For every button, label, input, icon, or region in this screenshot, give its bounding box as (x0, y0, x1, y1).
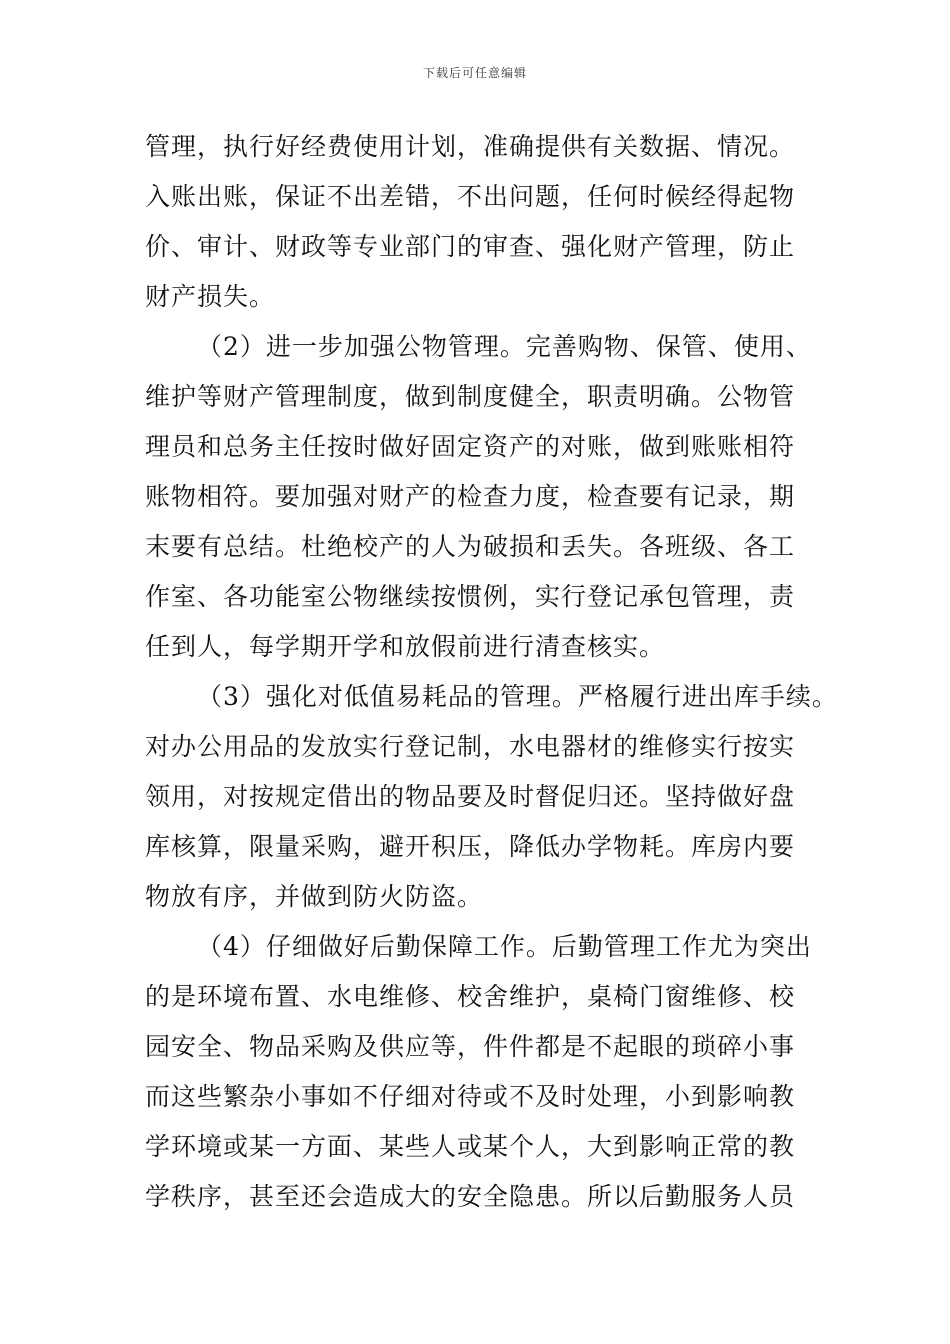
paragraph-line: 价、审计、财政等专业部门的审查、强化财产管理，防止 (145, 232, 796, 261)
page-header-note: 下载后可任意编辑 (422, 66, 527, 80)
paragraph-line: （2）进一步加强公物管理。完善购物、保管、使用、 (197, 332, 812, 361)
paragraph-line: 入账出账，保证不出差错，不出问题，任何时候经得起物 (145, 182, 796, 211)
paragraph-line: 学秩序，甚至还会造成大的安全隐患。所以后勤服务人员 (145, 1182, 796, 1211)
paragraph-line: 库核算，限量采购，避开积压，降低办学物耗。库房内要 (145, 832, 796, 861)
paragraph-line: 末要有总结。杜绝校产的人为破损和丢失。各班级、各工 (145, 532, 796, 561)
paragraph-line: 财产损失。 (145, 282, 276, 311)
paragraph-line: 学环境或某一方面、某些人或某个人，大到影响正常的教 (145, 1132, 796, 1161)
paragraph-line: （4）仔细做好后勤保障工作。后勤管理工作尤为突出 (197, 932, 812, 961)
paragraph-line: 维护等财产管理制度，做到制度健全，职责明确。公物管 (145, 382, 796, 411)
paragraph-line: 作室、各功能室公物继续按惯例，实行登记承包管理，责 (145, 582, 796, 611)
paragraph-line: 账物相符。要加强对财产的检查力度，检查要有记录，期 (145, 482, 796, 511)
paragraph-line: 理员和总务主任按时做好固定资产的对账，做到账账相符 (145, 432, 796, 461)
paragraph-line: 管理，执行好经费使用计划，准确提供有关数据、情况。 (145, 132, 796, 161)
paragraph-line: 领用，对按规定借出的物品要及时督促归还。坚持做好盘 (145, 782, 796, 811)
paragraph-line: 而这些繁杂小事如不仔细对待或不及时处理，小到影响教 (145, 1082, 796, 1111)
paragraph-line: 对办公用品的发放实行登记制，水电器材的维修实行按实 (145, 732, 796, 761)
paragraph-line: （3）强化对低值易耗品的管理。严格履行进出库手续。 (197, 682, 838, 711)
document-body (145, 122, 838, 1222)
paragraph-line: 的是环境布置、水电维修、校舍维护，桌椅门窗维修、校 (145, 982, 796, 1011)
paragraph-line: 物放有序，并做到防火防盗。 (145, 882, 484, 911)
paragraph-line: 园安全、物品采购及供应等，件件都是不起眼的琐碎小事 (145, 1032, 796, 1061)
paragraph-line: 任到人，每学期开学和放假前进行清查核实。 (145, 632, 666, 661)
